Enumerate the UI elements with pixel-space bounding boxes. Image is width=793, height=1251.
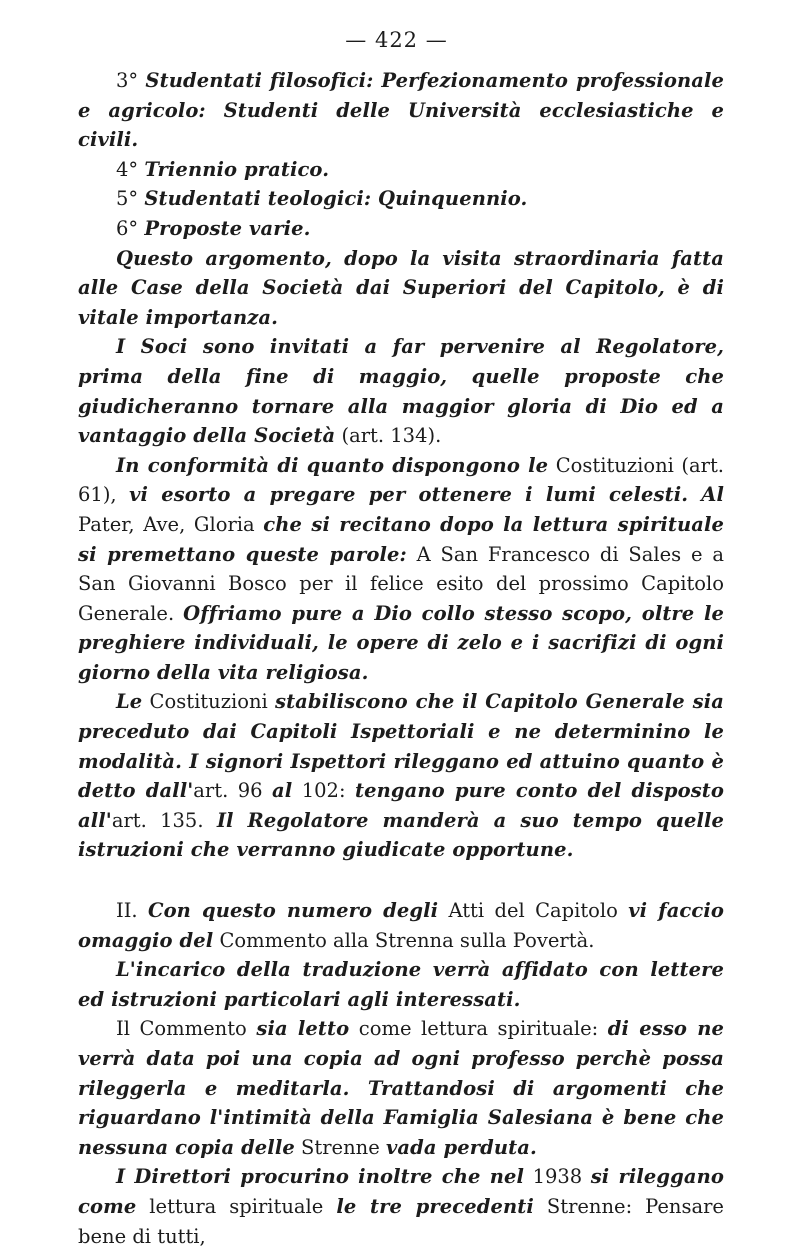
- paragraph-text: le tre precedenti: [336, 1194, 534, 1218]
- paragraph-text: vi faccio omaggio del: [78, 899, 724, 952]
- item-number: 4°: [116, 157, 145, 181]
- paragraph-text: stabiliscono che il Capitolo Generale sia preceduto dai Capitoli Ispettoriali e ne determinino le modalità. I signori Ispettori rileggano ed attuino quanto è detto dall': [78, 690, 725, 803]
- article-reference: art. 135.: [111, 808, 217, 832]
- paragraph-text: che si recitano dopo la lettura spirituale si premettano queste parole:: [78, 512, 724, 566]
- agenda-item-3: [78, 66, 724, 155]
- section-spacer: [78, 865, 724, 896]
- prayer-names: Pater, Ave, Gloria: [78, 512, 264, 536]
- invocation-text: A San Francesco di Sales e a San Giovanni Bosco per il felice esito del prossimo Capitolo Generale.: [78, 542, 724, 625]
- article-reference: Costituzioni (art. 61),: [78, 453, 724, 507]
- paragraph-text: Il Regolatore manderà a suo tempo quelle istruzioni che verranno giudicate opportune.: [78, 808, 724, 862]
- section-ii-paragraph: [78, 896, 724, 955]
- paragraph-text: al: [272, 779, 293, 803]
- agenda-item-4: [78, 155, 724, 185]
- item-number: 3°: [116, 69, 146, 92]
- paragraph-text: vada perduta.: [385, 1135, 537, 1159]
- article-reference: 102:: [292, 779, 355, 803]
- item-number: 5°: [116, 187, 145, 211]
- paragraph: [78, 1162, 724, 1251]
- paragraph: [78, 687, 724, 865]
- paragraph-text: L'incarico della traduzione verrà affidato con lettere ed istruzioni particolari agli interessati.: [78, 958, 724, 1011]
- strenne-word: Strenne: [294, 1135, 386, 1159]
- paragraph-text: sia letto: [256, 1017, 350, 1041]
- paragraph-text: Questo argomento, dopo la visita straordinaria fatta alle Case della Società dai Superiori del Capitolo, è di vitale importanza.: [78, 246, 724, 329]
- item-number: 6°: [116, 216, 145, 240]
- paragraph-text: Il Commento: [116, 1017, 257, 1041]
- paragraph-text: vi esorto a pregare per ottenere i lumi celesti. Al: [129, 483, 724, 507]
- paragraph-text: Con questo numero degli: [147, 899, 439, 923]
- constitutions-word: Costituzioni: [142, 690, 275, 714]
- article-reference: (art. 134).: [335, 424, 442, 448]
- commentary-title: Commento alla Strenna sulla Povertà.: [213, 928, 595, 952]
- strenne-title: Strenne: Pensare bene di tutti,: [78, 1194, 724, 1248]
- paragraph-text: Offriamo pure a Dio collo stesso scopo, oltre le preghiere individuali, le opere di zelo e i sacrifizi di ogni giorno della vita religiosa.: [78, 601, 725, 684]
- body-text: [78, 66, 724, 1251]
- paragraph-text: lettura spirituale: [136, 1194, 337, 1218]
- item-text: Triennio pratico.: [144, 157, 330, 181]
- article-reference: art. 96: [193, 779, 273, 803]
- paragraph: [78, 332, 724, 450]
- paragraph-text: I Soci sono invitati a far pervenire al Regolatore, prima della fine di maggio, quelle proposte che giudicheranno tornare alla maggior gloria di Dio ed a vantaggio della Società: [78, 335, 724, 448]
- publication-title: Atti del Capitolo: [438, 899, 629, 923]
- paragraph: [78, 955, 724, 1014]
- paragraph-text: I Direttori procurino inoltre che nel: [116, 1165, 525, 1189]
- paragraph: [78, 451, 724, 688]
- paragraph-text: In conformità di quanto dispongono le: [116, 453, 549, 477]
- paragraph-text: Le: [116, 690, 143, 714]
- paragraph-text: come lettura spirituale:: [349, 1017, 608, 1041]
- item-text: Proposte varie.: [144, 216, 311, 240]
- paragraph-text: di esso ne verrà data poi una copia ad ogni professo perchè possa rileggerla e meditarla. Trattandosi di argomenti che riguardano l'intimità della Famiglia Salesiana è bene che nessuna copia delle: [78, 1017, 725, 1159]
- page-number: — 422 —: [345, 28, 448, 52]
- section-number: II.: [116, 899, 148, 923]
- year: 1938: [524, 1165, 591, 1189]
- agenda-item-6: [78, 214, 724, 244]
- paragraph-text: si rileggano come: [78, 1165, 724, 1218]
- item-text: Studentati filosofici: Perfezionamento professionale e agricolo: Studenti delle Università ecclesiastiche e civili.: [78, 69, 724, 152]
- agenda-item-5: [78, 184, 724, 214]
- item-text: Studentati teologici: Quinquennio.: [144, 187, 528, 211]
- paragraph-text: tengano pure conto del disposto all': [78, 779, 725, 832]
- paragraph: [78, 1014, 724, 1162]
- paragraph: [78, 244, 724, 333]
